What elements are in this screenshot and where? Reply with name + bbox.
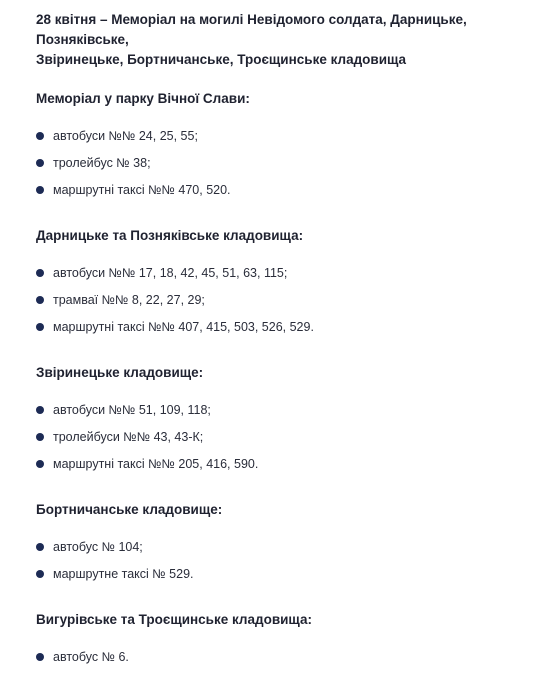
section-heading: Звіринецьке кладовище: <box>36 365 204 380</box>
list-item-text: автобуси №№ 51, 109, 118; <box>53 403 211 417</box>
bullet-icon <box>36 323 44 331</box>
list-item <box>36 648 535 675</box>
route-list <box>36 648 535 675</box>
section-bortnychanske <box>36 501 535 592</box>
list-item-text: трамваї №№ 8, 22, 27, 29; <box>53 293 205 307</box>
section-darnytske-pozniakivske <box>36 227 535 345</box>
list-item <box>36 264 535 291</box>
list-item <box>36 318 535 345</box>
list-item <box>36 154 535 181</box>
section-heading: Дарницьке та Позняківське кладовища: <box>36 228 304 243</box>
list-item-text: автобуси №№ 17, 18, 42, 45, 51, 63, 115; <box>53 266 288 280</box>
bullet-icon <box>36 186 44 194</box>
page-title <box>36 10 535 70</box>
list-item-text: тролейбус № 38; <box>53 156 151 170</box>
list-item <box>36 401 535 428</box>
bullet-icon <box>36 296 44 304</box>
list-item-text: маршрутне таксі № 529. <box>53 567 194 581</box>
route-list <box>36 127 535 208</box>
section-vyhurivske-troieshchynske <box>36 611 535 675</box>
list-item <box>36 181 535 208</box>
section-heading: Меморіал у парку Вічної Слави: <box>36 91 250 106</box>
bullet-icon <box>36 570 44 578</box>
route-list <box>36 538 535 592</box>
list-item-text: автобус № 104; <box>53 540 143 554</box>
bullet-icon <box>36 460 44 468</box>
list-item-text: маршрутні таксі №№ 470, 520. <box>53 183 231 197</box>
list-item <box>36 455 535 482</box>
list-item <box>36 291 535 318</box>
list-item <box>36 565 535 592</box>
bullet-icon <box>36 269 44 277</box>
bullet-icon <box>36 433 44 441</box>
list-item <box>36 127 535 154</box>
section-heading: Вигурівське та Троєщинське кладовища: <box>36 612 312 627</box>
list-item <box>36 428 535 455</box>
bullet-icon <box>36 406 44 414</box>
list-item-text: маршрутні таксі №№ 407, 415, 503, 526, 529. <box>53 320 314 334</box>
list-item-text: автобус № 6. <box>53 650 129 664</box>
list-item-text: тролейбуси №№ 43, 43-К; <box>53 430 204 444</box>
list-item-text: автобуси №№ 24, 25, 55; <box>53 129 198 143</box>
route-list <box>36 264 535 345</box>
bullet-icon <box>36 653 44 661</box>
list-item <box>36 538 535 565</box>
section-memorial-park <box>36 90 535 208</box>
bullet-icon <box>36 543 44 551</box>
page-title-line-2: Звіринецьке, Бортничанське, Троєщинське кладовища <box>36 52 407 67</box>
route-list <box>36 401 535 482</box>
bullet-icon <box>36 159 44 167</box>
list-item-text: маршрутні таксі №№ 205, 416, 590. <box>53 457 259 471</box>
section-heading: Бортничанське кладовище: <box>36 502 223 517</box>
bullet-icon <box>36 132 44 140</box>
section-zvirynetske <box>36 364 535 482</box>
page-title-line-1: 28 квітня – Меморіал на могилі Невідомого солдата, Дарницьке, Позняківське, <box>36 12 467 47</box>
